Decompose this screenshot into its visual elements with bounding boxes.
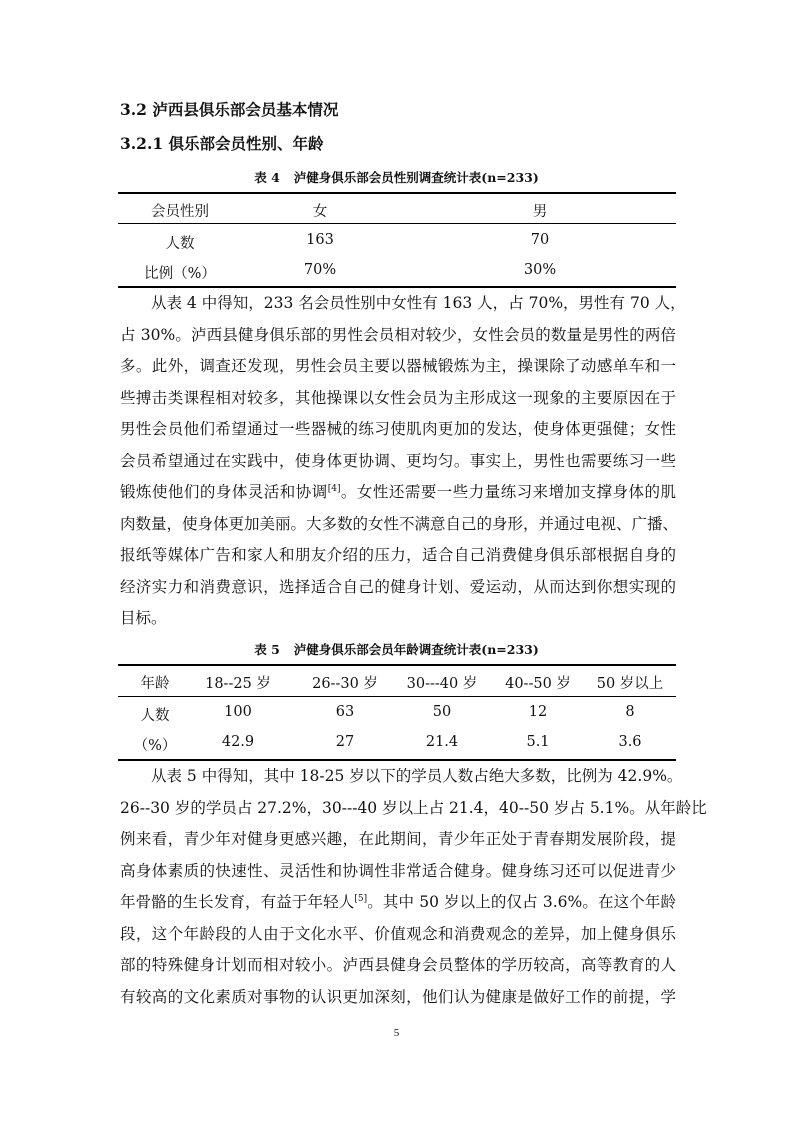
table4-cell: 163 [306,232,334,248]
table5-top-rule [118,664,676,666]
paragraph-line: 男性会员他们希望通过一些器械的练习使肌肉更加的发达，使身体更强健；女性 [120,420,676,438]
table4-cell: 30% [523,262,557,278]
table5-cell: 5.1 [526,734,550,750]
table5-caption [0,640,793,658]
paragraph-2 [120,761,707,1013]
paragraph-line: 目标。 [120,609,167,627]
table5-header-cell: 年龄 [140,676,170,692]
paragraph-line: 有较高的文化素质对事物的认识更加深刻，他们认为健康是做好工作的前提，学 [120,987,676,1006]
table5-cell: 42.9 [221,734,255,750]
text-run: 年骨骼的生长发育，有益于年轻人 [120,893,355,911]
table5-cell: 8 [625,704,635,720]
table4-cell: 比例（%） [144,266,216,282]
page-number: 5 [393,1027,400,1039]
table5-title: 泸健身俱乐部会员年龄调查统计表(n=233) [293,642,539,657]
table5-cell: 12 [528,704,548,720]
table4-cell: 70 [530,232,550,248]
paragraph-line: 多。此外，调查还发现，男性会员主要以器械锻炼为主，操课除了动感单车和一 [120,357,676,375]
table4-cell: 人数 [165,236,195,252]
table5-cell: 人数 [140,708,170,724]
section-heading: 3.2 泸西县俱乐部会员基本情况 [120,100,339,119]
paragraph-line: 高身体素质的快速性、灵活性和协调性非常适合健身。健身练习还可以促进青少 [120,861,676,880]
table4-header-cell: 女 [312,204,328,220]
table4-header-cell: 会员性别 [151,204,209,220]
paragraph-1 [120,288,686,635]
table4-caption [0,168,793,186]
table5-cell: 3.6 [618,734,642,750]
paragraph-line [120,887,676,919]
citation-ref: [5] [354,893,368,904]
text-run: 锻炼使他们的身体灵活和协调 [120,483,328,501]
text-run: 。其中 50 岁以上的仅占 3.6%。在这个年龄 [367,893,676,911]
table5-cell: （%） [133,738,177,754]
paragraph-line: 占 30%。泸西县健身俱乐部的男性会员相对较少，女性会员的数量是男性的两倍 [120,325,676,344]
table4-top-rule [118,192,676,194]
text-run: 。女性还需要一些力量练习来增加支撑身体的肌 [340,483,676,501]
table5-cell: 63 [335,704,355,720]
paragraph-line: 报纸等媒体广告和家人和朋友介绍的压力，适合自己消费健身俱乐部根据自身的 [120,546,676,564]
table5-cell: 50 [432,704,452,720]
table4-header-rule [118,223,676,224]
table5-header-cell: 30---40 岁 [406,676,478,692]
paragraph-line: 经济实力和消费意识，选择适合自己的健身计划、爱运动，从而达到你想实现的 [120,577,676,596]
paragraph-line: 会员希望通过在实践中，使身体更协调、更均匀。事实上，男性也需要练习一些 [120,451,676,470]
table5-label: 表 5 [254,642,280,657]
table5-cell: 100 [224,704,252,720]
table5-header-cell: 40--50 岁 [505,676,571,692]
paragraph-line: 些搏击类课程相对较多，其他操课以女性会员为主形成这一现象的主要原因在于 [120,388,676,407]
paragraph-line [120,477,676,509]
table5-header-cell: 50 岁以上 [596,676,664,692]
table5-header-rule [118,696,676,697]
paragraph-line: 段，这个年龄段的人由于文化水平、价值观念和消费观念的差异，加上健身俱乐 [120,924,676,943]
table4-label: 表 4 [254,170,280,185]
table4-title: 泸健身俱乐部会员性别调查统计表(n=233) [293,170,539,185]
table4-header-cell: 男 [532,204,548,220]
table5-cell: 27 [335,734,355,750]
citation-ref: [4] [327,483,341,494]
paragraph-line: 例来看，青少年对健身更感兴趣，在此期间，青少年正处于青春期发展阶段，提 [120,830,676,848]
paragraph-line: 从表 5 中得知，其中 18-25 岁以下的学员人数占绝大多数，比例为 42.9%。 [151,767,683,785]
table5-header-cell: 18--25 岁 [205,676,271,692]
paragraph-line: 部的特殊健身计划而相对较小。泸西县健身会员整体的学历较高，高等教育的人 [120,956,676,974]
paragraph-line: 26--30 岁的学员占 27.2%，30---40 岁以上占 21.4，40--50 岁占 5.1%。从年龄比 [120,798,707,817]
table4-cell: 70% [303,262,337,278]
table5-cell: 21.4 [425,734,459,750]
subsection-heading: 3.2.1 俱乐部会员性别、年龄 [120,134,324,153]
table5-header-cell: 26--30 岁 [312,676,378,692]
paragraph-line: 肉数量，使身体更加美丽。大多数的女性不满意自己的身形，并通过电视、广播、 [120,514,679,533]
paragraph-line: 从表 4 中得知，233 名会员性别中女性有 163 人，占 70%，男性有 70 人， [151,294,686,312]
